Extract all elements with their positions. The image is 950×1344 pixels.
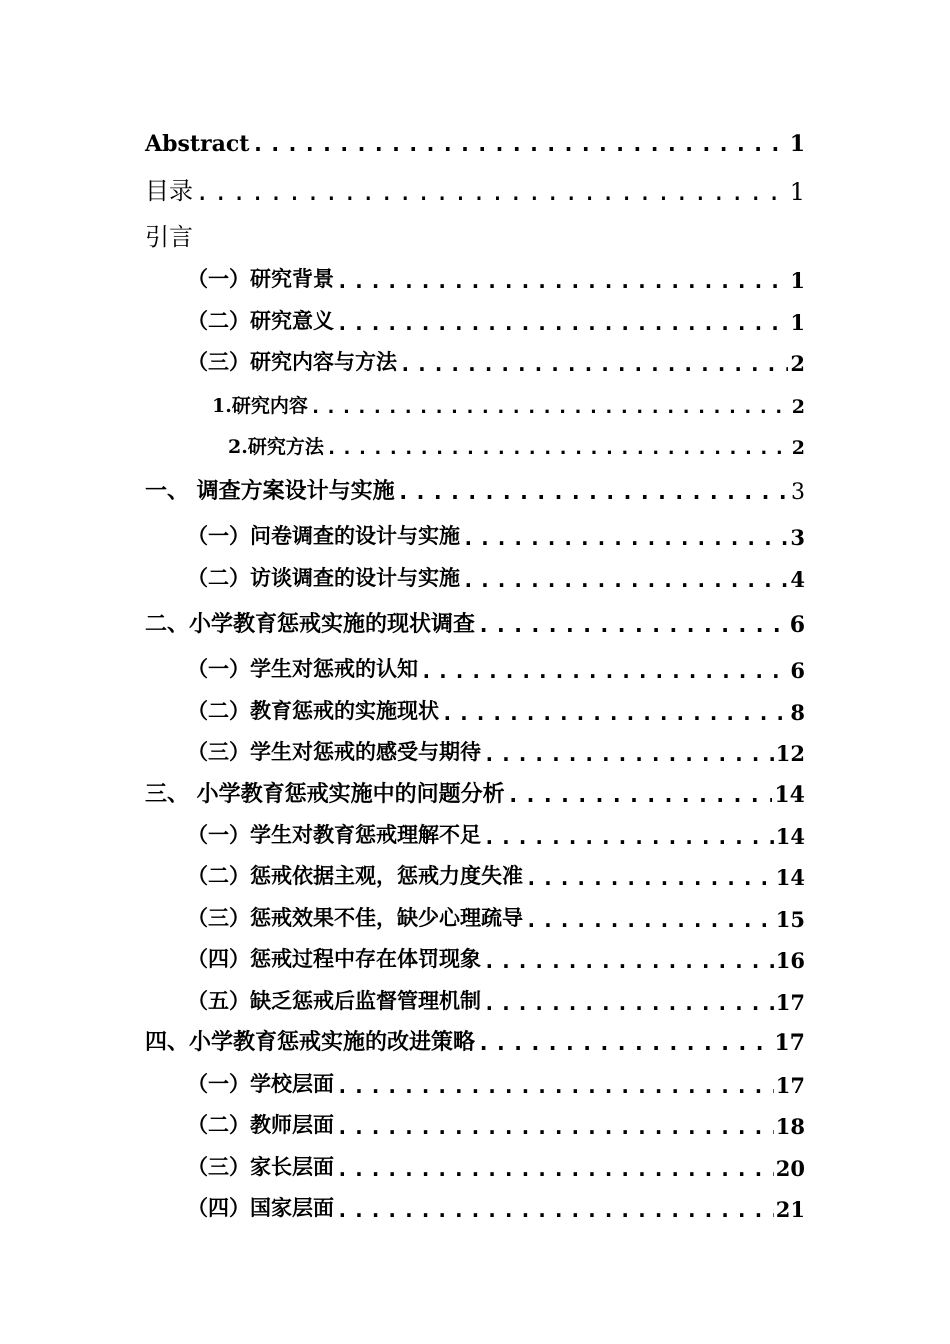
toc-entry-page: 1 — [789, 131, 805, 157]
toc-entry[interactable] — [187, 346, 805, 376]
dot-leader — [326, 437, 790, 459]
toc-entry-page: 2 — [790, 351, 805, 376]
toc-entry-page: 3 — [791, 480, 805, 505]
toc-entry-page: 14 — [775, 865, 805, 890]
toc-entry-page: 6 — [790, 658, 805, 683]
toc-entry-title: （一）研究背景 — [187, 266, 334, 291]
toc-entry[interactable] — [187, 263, 805, 293]
toc-entry-page: 2 — [791, 437, 805, 459]
toc-entry-page: 21 — [775, 1197, 805, 1222]
dot-leader — [336, 1074, 774, 1098]
toc-entry-title: 一、 调查方案设计与实施 — [145, 478, 395, 504]
toc-entry-page: 1 — [790, 310, 805, 335]
toc-entry-page: 6 — [789, 612, 805, 638]
dot-leader — [336, 311, 788, 335]
toc-entry[interactable] — [187, 860, 805, 890]
toc-entry[interactable] — [145, 176, 805, 206]
toc-entry[interactable] — [145, 608, 805, 638]
dot-leader — [507, 783, 773, 808]
toc-entry[interactable] — [187, 1151, 805, 1181]
toc-entry-title: Abstract — [145, 131, 250, 157]
dot-leader — [483, 949, 774, 973]
toc-entry[interactable] — [187, 736, 805, 766]
toc-entry[interactable] — [187, 1109, 805, 1139]
dot-leader — [441, 701, 788, 725]
dot-leader — [397, 480, 789, 505]
toc-entry-page: 15 — [775, 907, 805, 932]
toc-entry[interactable] — [187, 520, 805, 550]
dot-leader — [483, 825, 774, 849]
toc-entry-title: （五）缺乏惩戒后监督管理机制 — [187, 988, 481, 1013]
toc-entry-title: （一）学生对教育惩戒理解不足 — [187, 822, 481, 847]
toc-entry-page: 20 — [775, 1156, 805, 1181]
toc-entry-title: 三、 小学教育惩戒实施中的问题分析 — [145, 781, 505, 807]
toc-entry-page: 17 — [775, 990, 805, 1015]
dot-leader — [420, 659, 788, 683]
toc-entry[interactable] — [145, 127, 805, 157]
dot-leader — [336, 1198, 774, 1222]
dot-leader — [251, 132, 787, 157]
toc-entry-title: （一）学生对惩戒的认知 — [187, 656, 418, 681]
toc-entry-page: 14 — [775, 824, 805, 849]
toc-entry[interactable] — [187, 562, 805, 592]
toc-entry-title: 目录 — [145, 177, 193, 205]
toc-entry[interactable] — [145, 1026, 805, 1056]
toc-entry-title: （二）教育惩戒的实施现状 — [187, 698, 439, 723]
toc-entry-page: 1 — [790, 268, 805, 293]
toc-entry[interactable] — [212, 388, 805, 418]
toc-entry[interactable] — [145, 475, 805, 505]
toc-entry-title: （三）学生对惩戒的感受与期待 — [187, 739, 481, 764]
toc-entry[interactable] — [187, 985, 805, 1015]
toc-entry[interactable] — [187, 695, 805, 725]
toc-entry-page: 16 — [775, 948, 805, 973]
toc-entry-page: 1 — [789, 178, 805, 206]
toc-entry-page: 17 — [774, 1030, 805, 1056]
toc-entry-title: （二）访谈调查的设计与实施 — [187, 565, 460, 590]
toc-entry-title: 2.研究方法 — [228, 436, 324, 458]
toc-entry-page: 17 — [775, 1073, 805, 1098]
toc-entry-title: （三）研究内容与方法 — [187, 349, 397, 374]
toc-entry[interactable] — [187, 1068, 805, 1098]
toc-entry[interactable] — [145, 222, 805, 252]
toc-entry-page: 4 — [790, 567, 805, 592]
toc-entry-title: （三）惩戒效果不佳，缺少心理疏导 — [187, 905, 523, 930]
toc-entry-title: （四）国家层面 — [187, 1195, 334, 1220]
toc-entry-title: （三）家长层面 — [187, 1154, 334, 1179]
toc-entry-title: （一）学校层面 — [187, 1071, 334, 1096]
dot-leader — [483, 742, 774, 766]
toc-entry-page: 3 — [790, 525, 805, 550]
toc-entry-title: 四、小学教育惩戒实施的改进策略 — [145, 1029, 476, 1055]
toc-entry-page: 2 — [791, 396, 805, 418]
dot-leader — [336, 269, 788, 293]
toc-entry-title: （四）惩戒过程中存在体罚现象 — [187, 946, 481, 971]
toc-entry[interactable] — [187, 1192, 805, 1222]
dot-leader — [525, 866, 774, 890]
dot-leader — [477, 1031, 772, 1056]
toc-entry-page: 14 — [774, 782, 805, 808]
toc-entry[interactable] — [228, 429, 805, 459]
toc-entry[interactable] — [187, 819, 805, 849]
dot-leader — [336, 1157, 774, 1181]
toc-entry-title: （二）教师层面 — [187, 1112, 334, 1137]
toc-entry-title: 引言 — [145, 223, 193, 251]
dot-leader — [462, 526, 788, 550]
dot-leader — [399, 352, 788, 376]
dot-leader — [195, 178, 788, 206]
toc-entry[interactable] — [187, 902, 805, 932]
dot-leader — [483, 991, 774, 1015]
toc-entry-page: 18 — [775, 1114, 805, 1139]
dot-leader — [525, 908, 774, 932]
dot-leader — [336, 1115, 774, 1139]
toc-entry-title: 二、小学教育惩戒实施的现状调查 — [145, 611, 476, 637]
toc-entry-page: 12 — [775, 741, 805, 766]
toc-entry[interactable] — [187, 943, 805, 973]
dot-leader — [477, 613, 788, 638]
toc-entry[interactable] — [187, 653, 805, 683]
toc-entry-page: 8 — [790, 700, 805, 725]
dot-leader — [310, 396, 790, 418]
toc-entry-title: （二）惩戒依据主观，惩戒力度失准 — [187, 863, 523, 888]
dot-leader — [462, 568, 788, 592]
toc-entry[interactable] — [145, 778, 805, 808]
toc-entry-title: 1.研究内容 — [212, 395, 308, 417]
toc-entry[interactable] — [187, 305, 805, 335]
toc-entry-title: （二）研究意义 — [187, 308, 334, 333]
toc-entry-title: （一）问卷调查的设计与实施 — [187, 523, 460, 548]
